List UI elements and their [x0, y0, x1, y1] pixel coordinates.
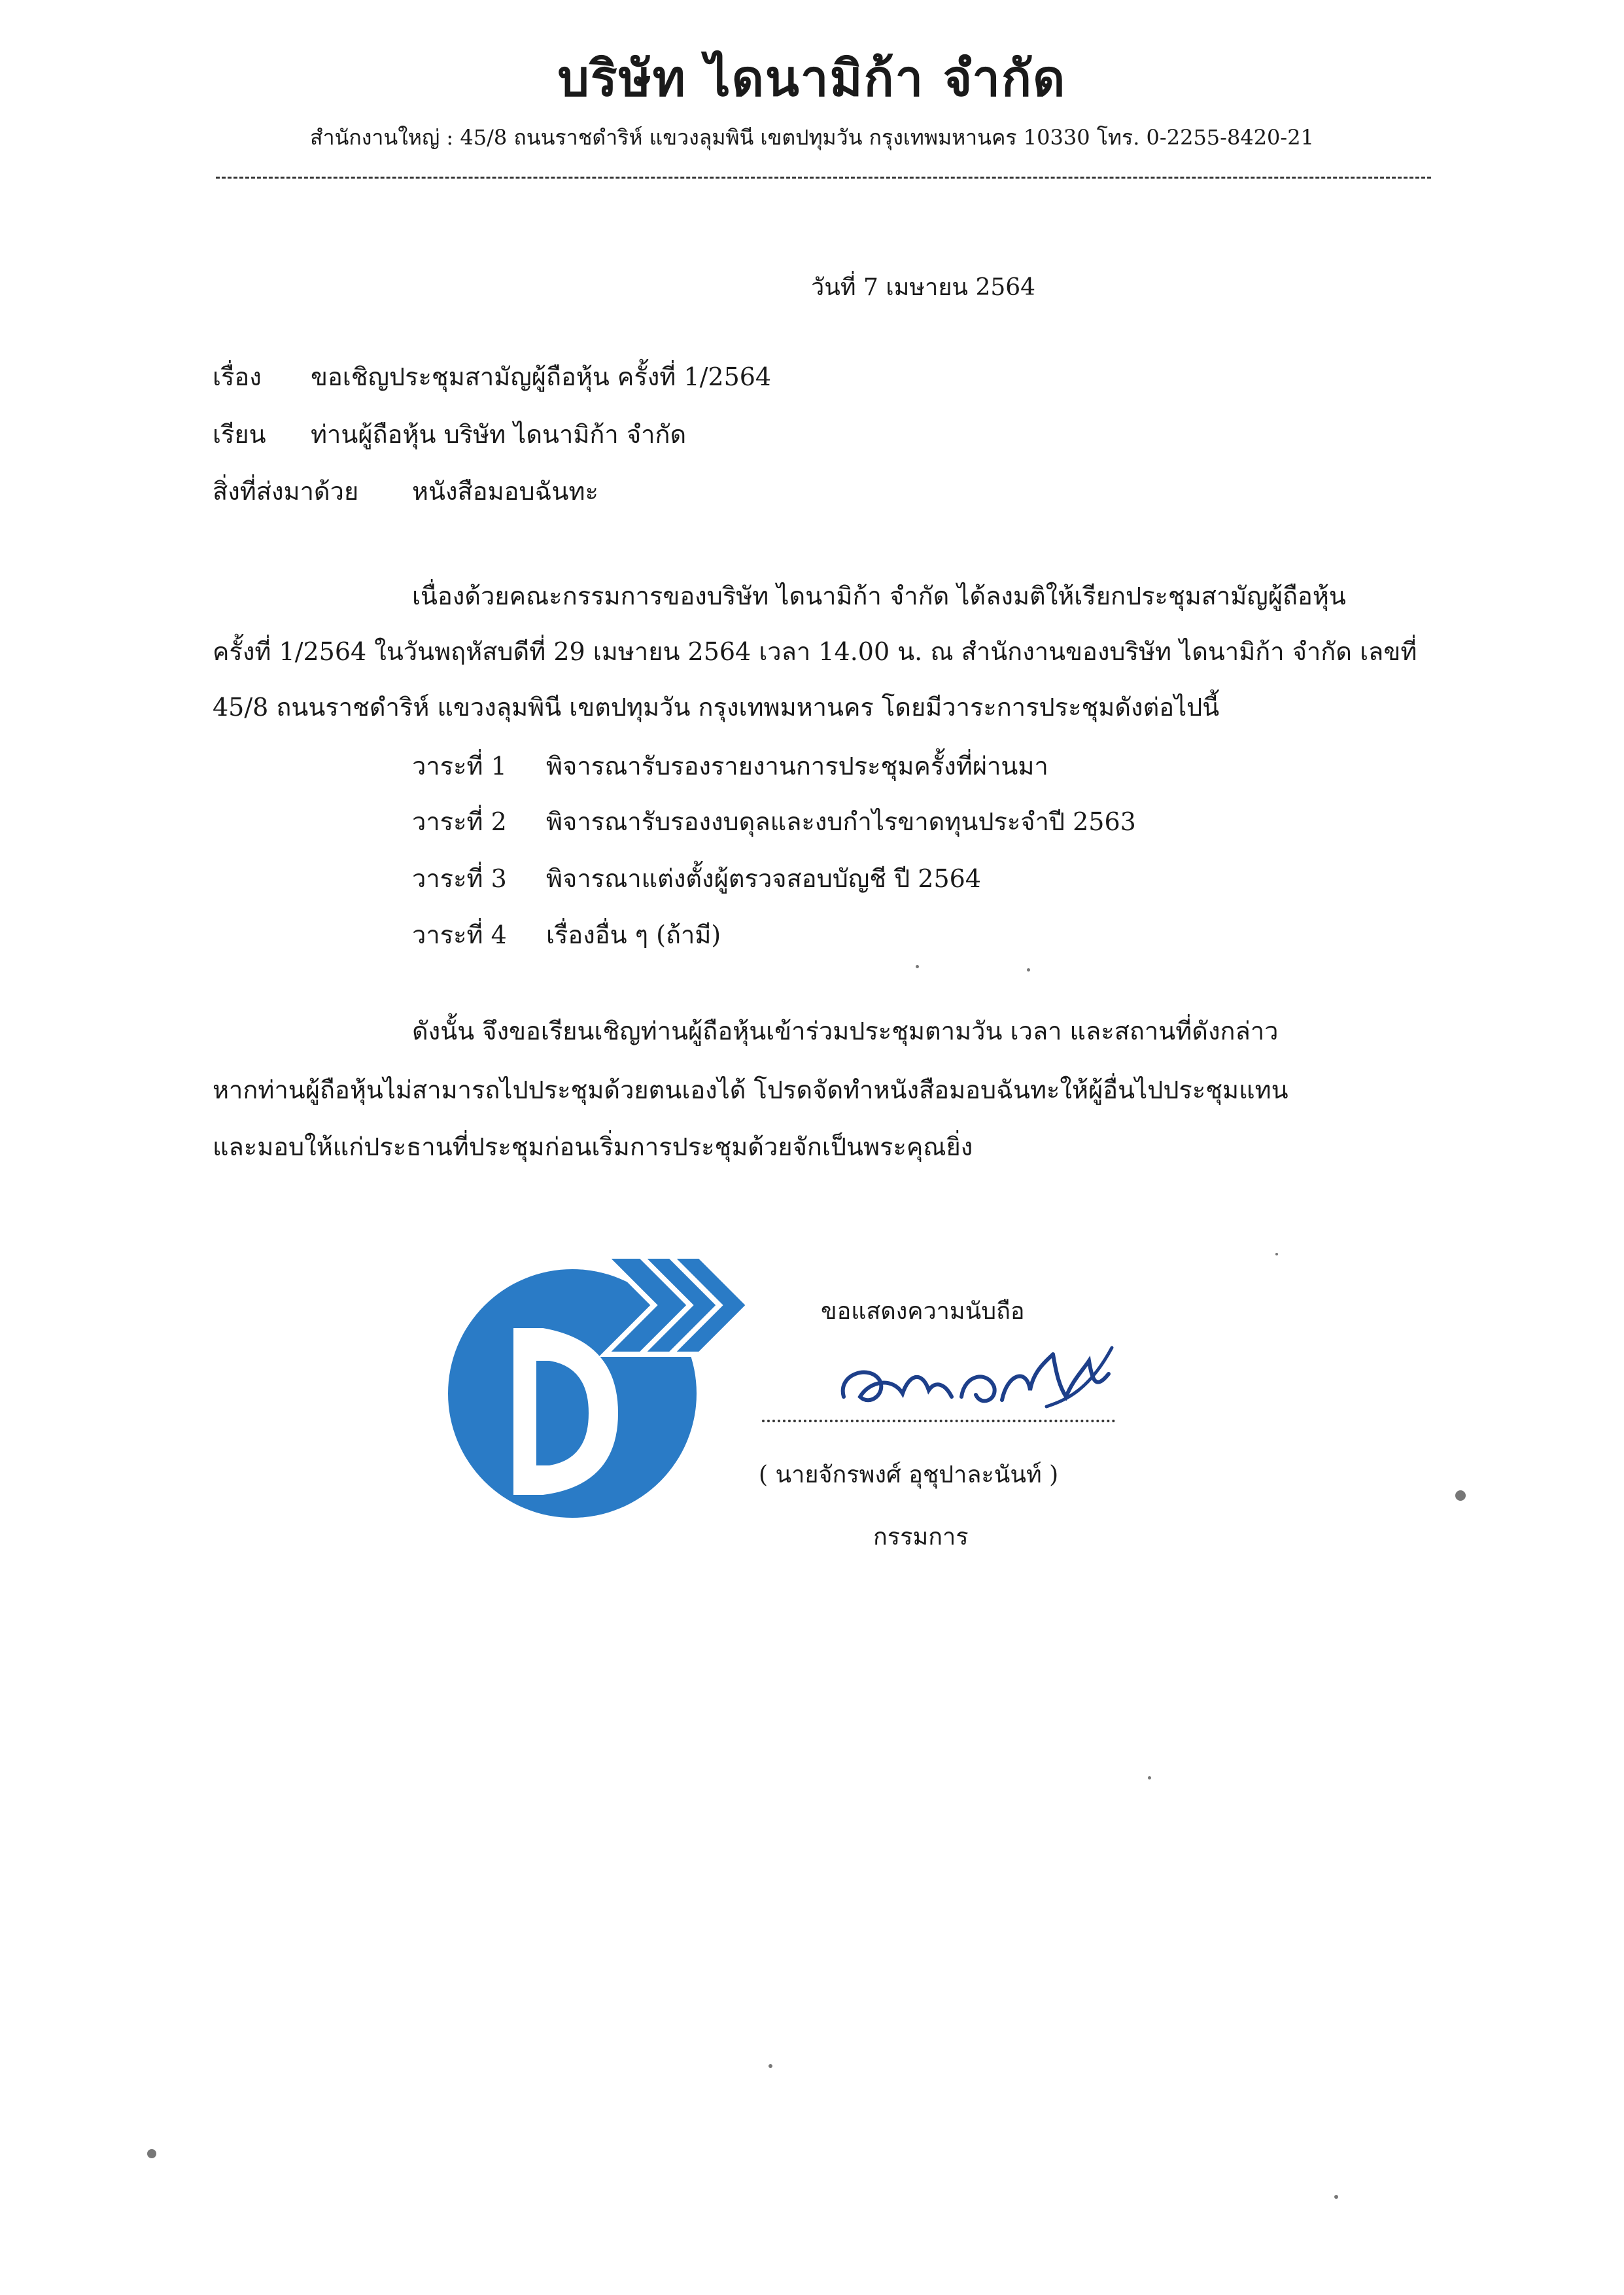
- agenda-item: [412, 858, 981, 898]
- header-divider: [216, 177, 1431, 179]
- scan-speck: [769, 2064, 772, 2068]
- agenda-item: [412, 915, 721, 955]
- subject-label: เรื่อง: [213, 362, 262, 391]
- scan-speck: [1334, 2195, 1338, 2199]
- addressee-value: ท่านผู้ถือหุ้น บริษัท ไดนามิก้า จำกัด: [311, 420, 687, 449]
- closing-salutation: ขอแสดงความนับถือ: [821, 1298, 1025, 1325]
- enclosure-label: สิ่งที่ส่งมาด้วย: [213, 477, 359, 506]
- scan-speck: [1148, 1776, 1151, 1779]
- paragraph1-line: 45/8 ถนนราชดำริห์ แขวงลุมพินี เขตปทุมวัน กรุงเทพมหานคร โดยมีวาระการประชุมดังต่อไปนี้: [213, 693, 1220, 722]
- signer-title: กรรมการ: [873, 1524, 969, 1550]
- company-name: บริษัท ไดนามิก้า จำกัด: [557, 49, 1067, 107]
- paragraph2-line: ดังนั้น จึงขอเรียนเชิญท่านผู้ถือหุ้นเข้าร่วมประชุมตามวัน เวลา และสถานที่ดังกล่าว: [412, 1017, 1279, 1045]
- scan-speck: [147, 2149, 156, 2158]
- agenda-item: [412, 746, 1048, 786]
- paragraph2-line: หากท่านผู้ถือหุ้นไม่สามารถไปประชุมด้วยตนเองได้ โปรดจัดทำหนังสือมอบฉันทะให้ผู้อื่นไปประชุมแทน: [213, 1076, 1288, 1104]
- enclosure-value: หนังสือมอบฉันทะ: [412, 477, 598, 506]
- scan-speck: [1275, 1253, 1278, 1255]
- agenda-text: เรื่องอื่น ๆ (ถ้ามี): [546, 920, 721, 949]
- agenda-label: วาระที่ 1: [412, 752, 507, 780]
- signer-name: ( นายจักรพงศ์ อุชุปาละนันท์ ): [759, 1462, 1059, 1488]
- addressee-label: เรียน: [213, 420, 266, 449]
- paragraph2-line: และมอบให้แก่ประธานที่ประชุมก่อนเริ่มการประชุมด้วยจักเป็นพระคุณยิ่ง: [213, 1132, 973, 1161]
- subject-row: [213, 357, 771, 396]
- handwritten-signature: [831, 1335, 1118, 1420]
- company-logo: [445, 1230, 752, 1531]
- agenda-label: วาระที่ 2: [412, 807, 507, 836]
- paragraph1-line: ครั้งที่ 1/2564 ในวันพฤหัสบดีที่ 29 เมษายน 2564 เวลา 14.00 น. ณ สำนักงานของบริษัท ไดนามิก้า จำกัด เลขที่: [213, 637, 1417, 666]
- agenda-item: [412, 801, 1136, 841]
- letter-date: วันที่ 7 เมษายน 2564: [811, 274, 1036, 301]
- signature-line: [762, 1420, 1115, 1422]
- enclosure-row: [213, 471, 598, 511]
- scan-speck: [1455, 1490, 1466, 1501]
- agenda-label: วาระที่ 3: [412, 864, 507, 893]
- paragraph1-line: เนื่องด้วยคณะกรรมการของบริษัท ไดนามิก้า จำกัด ได้ลงมติให้เรียกประชุมสามัญผู้ถือหุ้น: [412, 582, 1346, 610]
- subject-value: ขอเชิญประชุมสามัญผู้ถือหุ้น ครั้งที่ 1/2564: [311, 362, 772, 391]
- agenda-text: พิจารณารับรองงบดุลและงบกำไรขาดทุนประจำปี 2563: [546, 807, 1136, 836]
- agenda-label: วาระที่ 4: [412, 920, 507, 949]
- agenda-text: พิจารณาแต่งตั้งผู้ตรวจสอบบัญชี ปี 2564: [546, 864, 981, 893]
- scan-speck: [916, 965, 919, 968]
- company-address: สำนักงานใหญ่ : 45/8 ถนนราชดำริห์ แขวงลุมพินี เขตปทุมวัน กรุงเทพมหานคร 10330 โทร. 0-2255-8420-21: [310, 125, 1314, 150]
- addressee-row: [213, 414, 686, 454]
- agenda-text: พิจารณารับรองรายงานการประชุมครั้งที่ผ่านมา: [546, 752, 1048, 780]
- scan-speck: [1027, 968, 1030, 972]
